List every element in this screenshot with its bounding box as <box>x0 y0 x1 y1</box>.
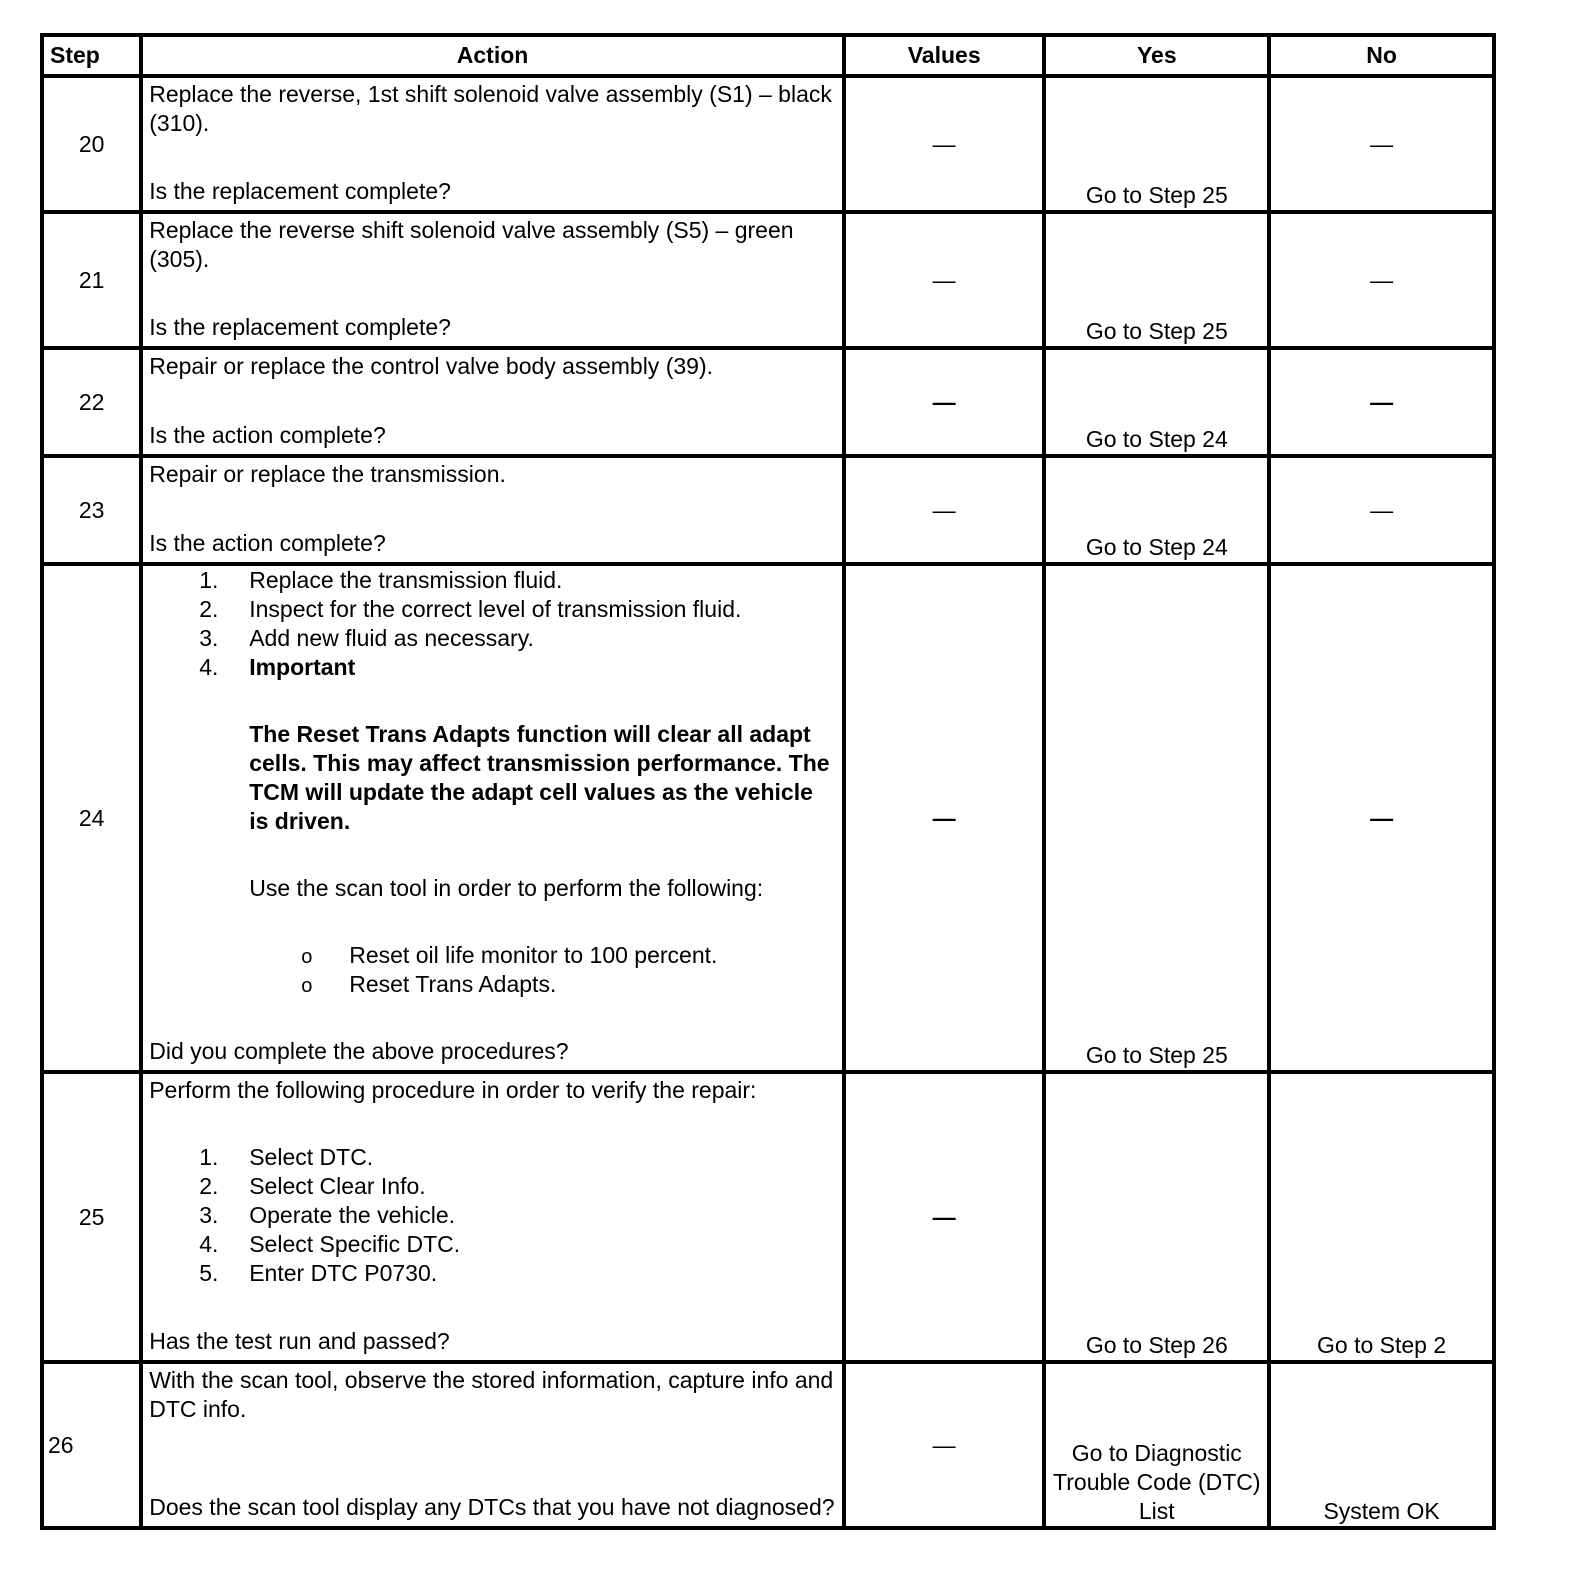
action-cell <box>141 564 844 1072</box>
scan-intro: Use the scan tool in order to perform the following: <box>249 875 764 901</box>
action-cell <box>141 348 844 456</box>
list-item: 4. Select Specific DTC. <box>199 1231 461 1257</box>
no-cell: — <box>1269 76 1494 212</box>
action-question: Is the action complete? <box>149 422 386 448</box>
header-action: Action <box>141 35 844 76</box>
list-item: 3. Operate the vehicle. <box>199 1202 456 1228</box>
no-cell: — <box>1269 348 1494 456</box>
step-number: 22 <box>42 348 141 456</box>
values-cell: — <box>844 212 1044 348</box>
yes-cell: Go to Step 26 <box>1044 1072 1269 1362</box>
header-yes: Yes <box>1044 35 1269 76</box>
action-question: Does the scan tool display any DTCs that you have not diagnosed? <box>149 1494 835 1520</box>
scan-bullets <box>149 941 836 999</box>
table-row-step-22 <box>42 348 1494 456</box>
action-text: Replace the reverse shift solenoid valve assembly (S5) – green (305). <box>149 217 794 272</box>
step-number: 24 <box>42 564 141 1072</box>
list-item: 1. Replace the transmission fluid. <box>199 567 563 593</box>
action-question: Is the replacement complete? <box>149 314 451 340</box>
no-cell: System OK <box>1269 1362 1494 1528</box>
header-step: Step <box>42 35 141 76</box>
action-question: Has the test run and passed? <box>149 1328 450 1354</box>
table-row-step-26 <box>42 1362 1494 1528</box>
table-row-step-24 <box>42 564 1494 1072</box>
yes-cell: Go to Step 25 <box>1044 564 1269 1072</box>
action-cell <box>141 76 844 212</box>
no-cell: Go to Step 2 <box>1269 1072 1494 1362</box>
table-row-step-25 <box>42 1072 1494 1362</box>
important-note: The Reset Trans Adapts function will clear all adapt cells. This may affect transmission performance. The TCM will update the adapt cell values as the vehicle is driven. <box>249 721 830 834</box>
list-item: 2. Select Clear Info. <box>199 1173 426 1199</box>
yes-cell: Go to Step 24 <box>1044 456 1269 564</box>
action-cell <box>141 1362 844 1528</box>
action-cell <box>141 1072 844 1362</box>
action-question: Is the replacement complete? <box>149 178 451 204</box>
header-row <box>42 35 1494 76</box>
action-cell <box>141 456 844 564</box>
step-number: 26 <box>42 1362 141 1528</box>
header-no: No <box>1269 35 1494 76</box>
step-number: 25 <box>42 1072 141 1362</box>
action-text: Repair or replace the transmission. <box>149 461 506 487</box>
list-item: 5. Enter DTC P0730. <box>199 1260 438 1286</box>
list-item: 4. Important <box>199 654 356 680</box>
no-cell: — <box>1269 212 1494 348</box>
header-values: Values <box>844 35 1044 76</box>
values-cell: — <box>844 348 1044 456</box>
values-cell: — <box>844 1362 1044 1528</box>
yes-cell: Go to Step 25 <box>1044 212 1269 348</box>
step-number: 23 <box>42 456 141 564</box>
action-text: Repair or replace the control valve body assembly (39). <box>149 353 713 379</box>
procedure-list <box>149 1143 836 1288</box>
values-cell: — <box>844 456 1044 564</box>
list-item: o Reset oil life monitor to 100 percent. <box>301 942 718 968</box>
step-number: 21 <box>42 212 141 348</box>
list-item: o Reset Trans Adapts. <box>301 971 557 997</box>
list-item: 1. Select DTC. <box>199 1144 374 1170</box>
procedure-list <box>149 566 836 682</box>
action-text: With the scan tool, observe the stored information, capture info and DTC info. <box>149 1367 834 1422</box>
table-row-step-23 <box>42 456 1494 564</box>
action-text: Perform the following procedure in order to verify the repair: <box>149 1077 757 1103</box>
values-cell: — <box>844 1072 1044 1362</box>
no-cell: — <box>1269 456 1494 564</box>
yes-cell: Go to Step 25 <box>1044 76 1269 212</box>
list-item: 3. Add new fluid as necessary. <box>199 625 534 651</box>
action-question: Is the action complete? <box>149 530 386 556</box>
values-cell: — <box>844 76 1044 212</box>
action-text: Replace the reverse, 1st shift solenoid valve assembly (S1) – black (310). <box>149 81 832 136</box>
no-cell: — <box>1269 564 1494 1072</box>
values-cell: — <box>844 564 1044 1072</box>
step-number: 20 <box>42 76 141 212</box>
list-item: 2. Inspect for the correct level of transmission fluid. <box>199 596 742 622</box>
action-question: Did you complete the above procedures? <box>149 1038 569 1064</box>
table-row-step-21 <box>42 212 1494 348</box>
table-row-step-20 <box>42 76 1494 212</box>
yes-cell: Go to Step 24 <box>1044 348 1269 456</box>
action-cell <box>141 212 844 348</box>
yes-cell: Go to Diagnostic Trouble Code (DTC) List <box>1044 1362 1269 1528</box>
diagnostic-step-table <box>40 33 1496 1530</box>
